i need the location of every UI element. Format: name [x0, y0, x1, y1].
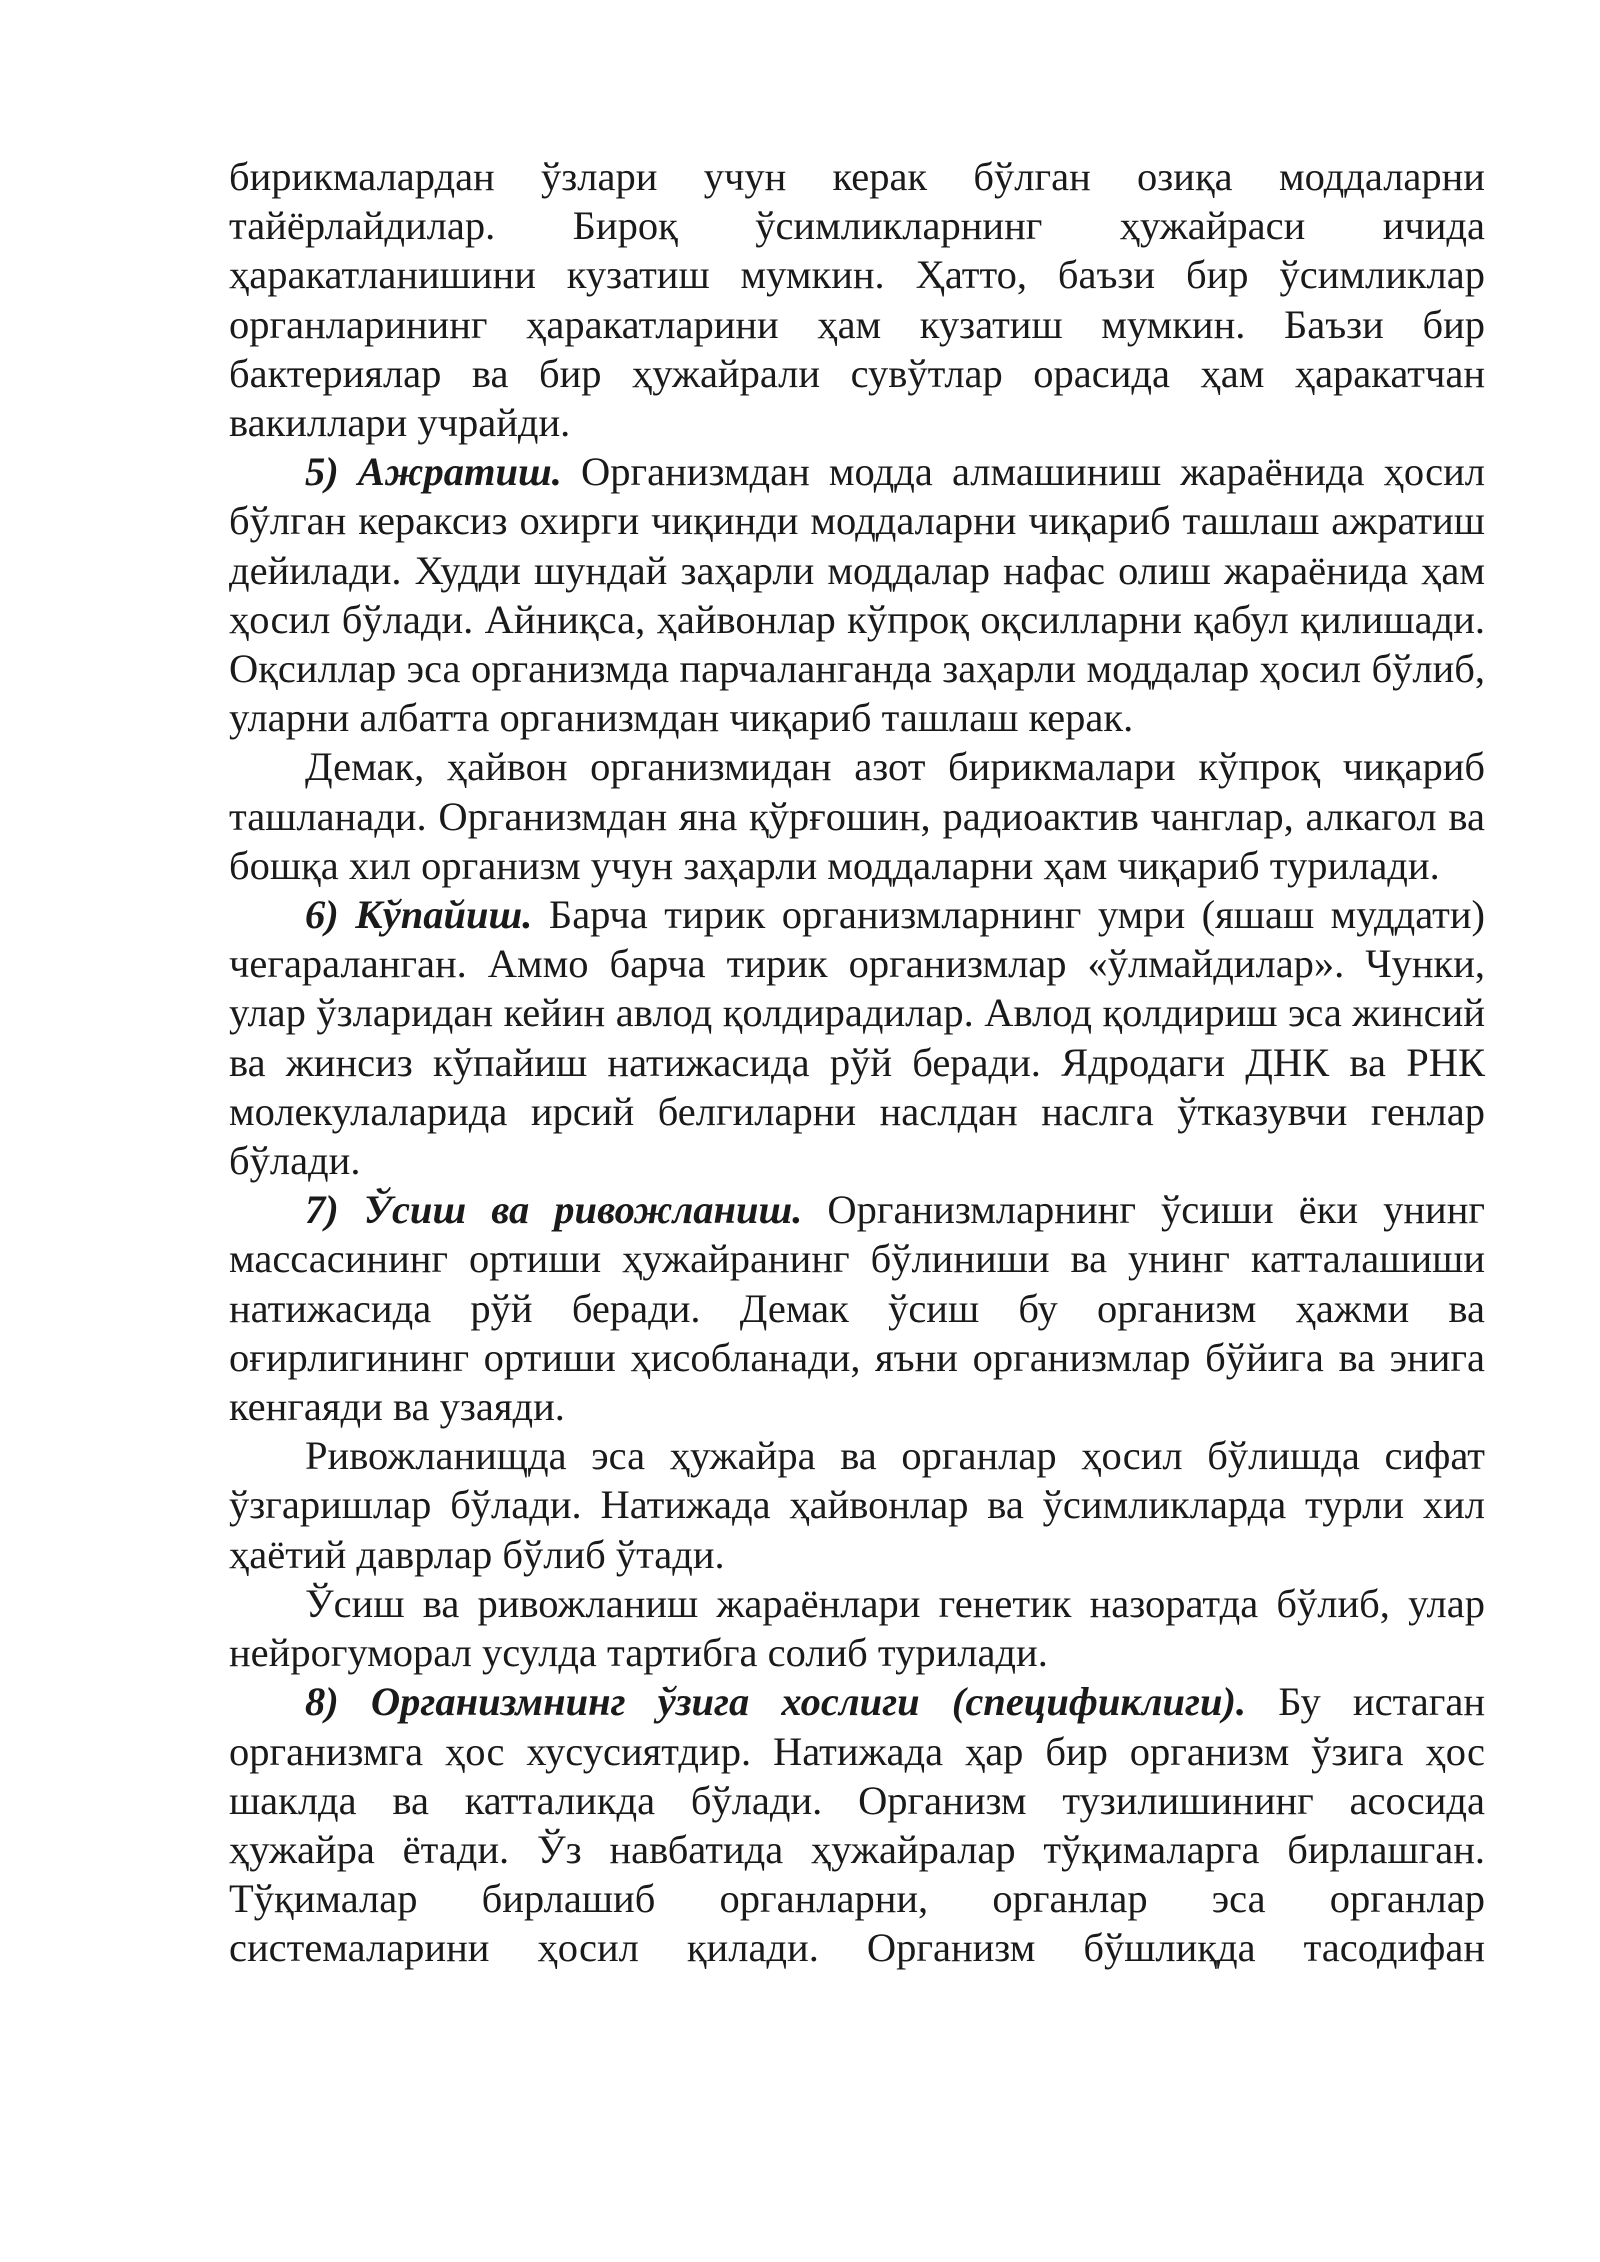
paragraph-genetic-control: [229, 1579, 1485, 1677]
paragraph-growth: [229, 1185, 1485, 1431]
document-page: [229, 152, 1485, 1973]
paragraph-text: Демак, ҳайвон организмидан азот бирикмалари кўпроқ чиқариб ташланади. Организмдан яна қўрғошин, радиоактив чанглар, алкагол ва бошқа хил организм учун заҳарли моддаларни ҳам чиқариб турилади.: [229, 744, 1485, 888]
paragraph-development: [229, 1431, 1485, 1579]
paragraph-nitrogen: [229, 742, 1485, 890]
paragraph-continuation: [229, 152, 1485, 447]
paragraph-excretion: [229, 447, 1485, 742]
section-heading-excretion: 5) Ажратиш.: [305, 449, 562, 495]
section-heading-specificity: 8) Организмнинг ўзига хослиги (спецификлиги).: [305, 1679, 1247, 1725]
paragraph-text: Организмдан модда алмашиниш жараёнида ҳосил бўлган кераксиз охирги чиқинди моддаларни чиқариб ташлаш ажратиш дейилади. Худди шундай заҳарли моддалар нафас олиш жараёнида ҳам ҳосил бўлади. Айниқса, ҳайвонлар кўпроқ оқсилларни қабул қилишади. Оқсиллар эса организмда парчаланганда заҳарли моддалар ҳосил бўлиб, уларни албатта организмдан чиқариб ташлаш керак.: [229, 449, 1485, 741]
paragraph-text: Бу истаган организмга ҳос хусусиятдир. Натижада ҳар бир организм ўзига ҳос шаклда ва катталикда бўлади. Организм тузилишининг асосида ҳужайра ётади. Ўз навбатида ҳужайралар тўқималарга бирлашган. Тўқималар бирлашиб органларни, органлар эса органлар системаларини ҳосил қилади. Организм бўшлиқда тасодифан: [229, 1679, 1485, 1971]
paragraph-text: Барча тирик организмларнинг умри (яшаш муддати) чегараланган. Аммо барча тирик организмлар «ўлмайдилар». Чунки, улар ўзларидан кейин авлод қолдирадилар. Авлод қолдириш эса жинсий ва жинсиз кўпайиш натижасида рўй беради. Ядродаги ДНК ва РНК молекулаларида ирсий белгиларни наслдан наслга ўтказувчи генлар бўлади.: [229, 892, 1485, 1184]
paragraph-text: бирикмалардан ўзлари учун керак бўлган озиқа моддаларни тайёрлайдилар. Бироқ ўсимликларнинг ҳужайраси ичида ҳаракатланишини кузатиш мумкин. Ҳатто, баъзи бир ўсимликлар органларининг ҳаракатларини ҳам кузатиш мумкин. Баъзи бир бактериялар ва бир ҳужайрали сувўтлар орасида ҳам ҳаракатчан вакиллари учрайди.: [229, 154, 1485, 446]
paragraph-reproduction: [229, 890, 1485, 1185]
paragraph-text: Ривожланищда эса ҳужайра ва органлар ҳосил бўлишда сифат ўзгаришлар бўлади. Натижада ҳайвонлар ва ўсимликларда турли хил ҳаётий даврлар бўлиб ўтади.: [229, 1433, 1485, 1577]
paragraph-text: Ўсиш ва ривожланиш жараёнлари генетик назоратда бўлиб, улар нейрогуморал усулда тартибга солиб турилади.: [229, 1580, 1485, 1676]
paragraph-text: Организмларнинг ўсиши ёки унинг массасининг ортиши ҳужайранинг бўлиниши ва унинг катталашиши натижасида рўй беради. Демак ўсиш бу организм ҳажми ва оғирлигининг ортиши ҳисобланади, яъни организмлар бўйига ва энига кенгаяди ва узаяди.: [229, 1187, 1485, 1430]
section-heading-growth: 7) Ўсиш ва ривожланиш.: [305, 1187, 803, 1233]
paragraph-specificity: [229, 1677, 1485, 1972]
section-heading-reproduction: 6) Кўпайиш.: [305, 892, 533, 938]
